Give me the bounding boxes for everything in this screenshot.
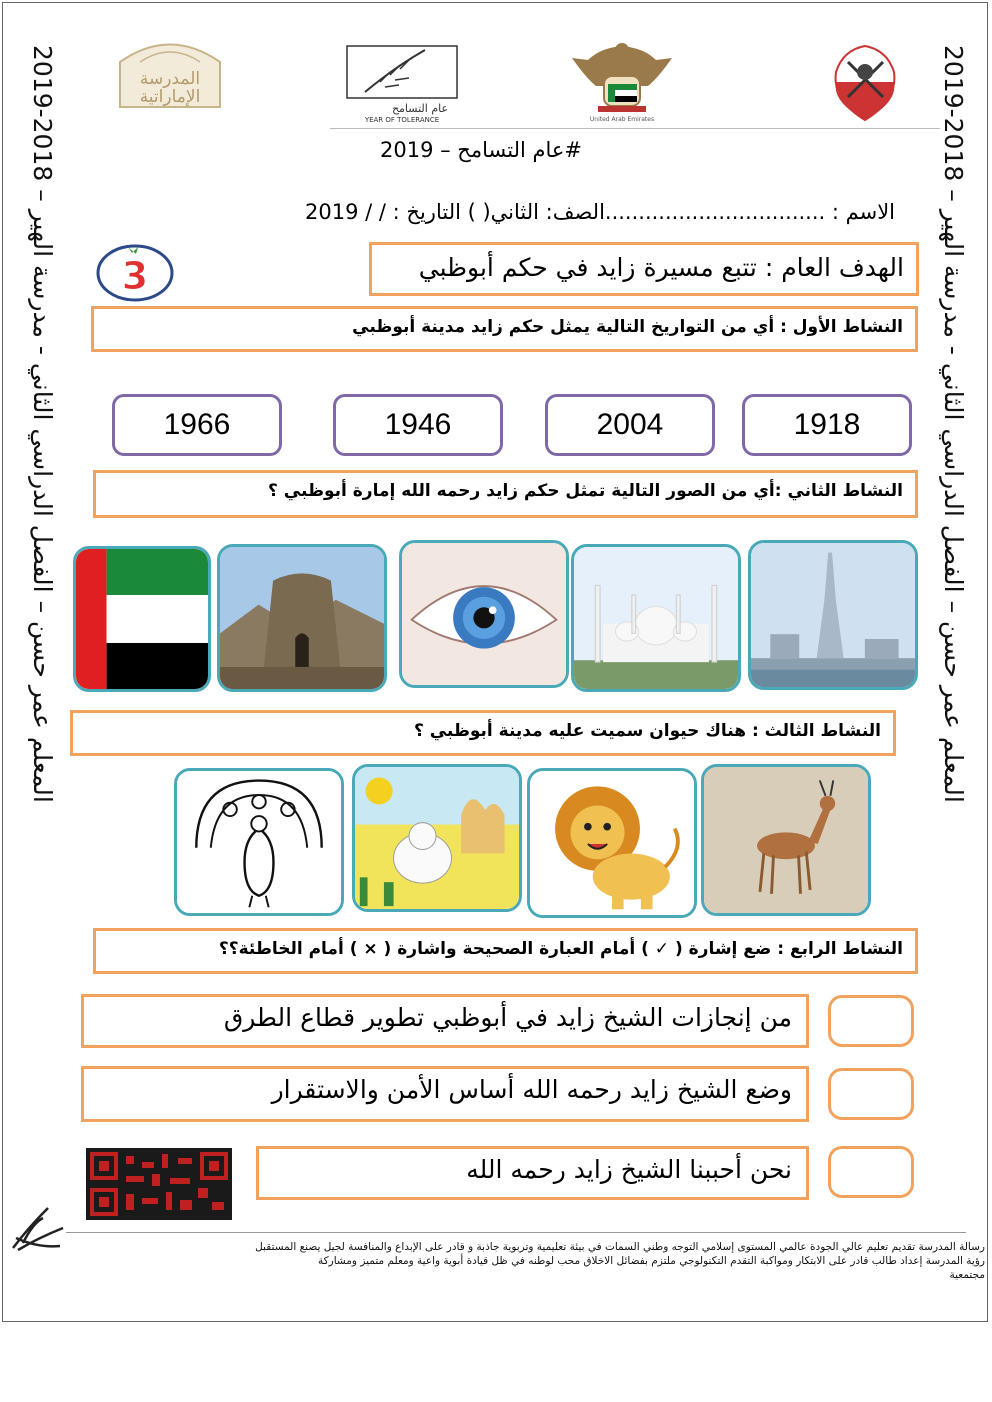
school-logo: [100, 32, 240, 112]
general-goal: الهدف العام : تتبع مسيرة زايد في حكم أبوظبي: [369, 242, 919, 296]
eye-image[interactable]: [399, 540, 569, 688]
date-option-1946[interactable]: 1946: [333, 394, 503, 456]
statement-3: نحن أحببنا الشيخ زايد رحمه الله: [256, 1146, 809, 1200]
school-mission-footer: [10, 1240, 985, 1282]
statement-2: وضع الشيخ زايد رحمه الله أساس الأمن والاستقرار: [81, 1066, 809, 1122]
footer-line1: رسالة المدرسة تقديم تعليم عالي الجودة عالمي المستوى إسلامي التوجه وطني السمات في بيئة تعليمية وتربوية جاذبة و قادر على الإبداع والمنافسة لجيل يصنع المستقبل: [255, 1241, 985, 1253]
number-badge: [95, 243, 175, 303]
desert-bear-camel-image[interactable]: [352, 764, 522, 912]
tolerance-logo-en: YEAR OF TOLERANCE: [364, 116, 440, 124]
lion-image[interactable]: [527, 768, 697, 918]
uae-flag-image[interactable]: [73, 546, 211, 692]
tolerance-logo: [325, 42, 480, 124]
badge-number: 3: [121, 254, 149, 298]
qr-code[interactable]: [86, 1148, 232, 1220]
mosque-image[interactable]: [571, 544, 741, 692]
school-logo-line1: المدرسة: [139, 69, 201, 89]
activity4-title: النشاط الرابع : ضع إشارة ( ✓ ) أمام العبارة الصحيحة واشارة ( × ) أمام الخاطئة؟؟: [93, 928, 918, 974]
answer-bracket-3[interactable]: [828, 1146, 914, 1198]
date-option-1966[interactable]: 1966: [112, 394, 282, 456]
year-title: #عام التسامح – 2019: [380, 138, 583, 162]
answer-bracket-2[interactable]: [828, 1068, 914, 1120]
statement-1: من إنجازات الشيخ زايد في أبوظبي تطوير قطاع الطرق: [81, 994, 809, 1048]
activity3-title: النشاط الثالث : هناك حيوان سميت عليه مدينة أبوظبي ؟: [70, 710, 896, 756]
tolerance-logo-ar: عام التسامح: [391, 102, 449, 115]
abudhabi-emblem-logo: [828, 42, 903, 124]
uae-emblem-logo: [560, 38, 685, 123]
activity2-title: النشاط الثاني :أي من الصور التالية تمثل حكم زايد رحمه الله إمارة أبوظبي ؟: [93, 470, 918, 518]
gazelle-image[interactable]: [701, 764, 871, 916]
tower-image[interactable]: [748, 540, 918, 690]
uae-emblem-caption: United Arab Emirates: [589, 116, 655, 123]
date-option-1918[interactable]: 1918: [742, 394, 912, 456]
left-side-text: المعلم عمر حسن – الفصل الدراسي الثاني - مدرسة الهير – 2018-2019: [28, 45, 57, 803]
footer-divider: [66, 1232, 966, 1233]
header-divider: [330, 128, 940, 129]
footer-line2: رؤية المدرسة إعداد طالب قادر على الابتكار ومواكبة التقدم التكنولوجي ملتزم بفضائل الاخلاق محب لوطنه في ظل قيادة أبوية واعية ومعلم متميز ومشاركة: [318, 1255, 985, 1267]
peacock-image[interactable]: [174, 768, 344, 916]
fort-image[interactable]: [217, 544, 387, 692]
right-side-text: المعلم عمر حسن – الفصل الدراسي الثاني - مدرسة الهير – 2018-2019: [939, 45, 968, 803]
student-info-row: الاسم : .................................الصف: الثاني( ) التاريخ : / / 2019: [305, 200, 895, 224]
answer-bracket-1[interactable]: [828, 995, 914, 1047]
date-option-2004[interactable]: 2004: [545, 394, 715, 456]
footer-line3: مجتمعية: [949, 1269, 985, 1281]
school-logo-line2: الإماراتية: [139, 87, 201, 107]
activity1-title: النشاط الأول : أي من التواريخ التالية يمثل حكم زايد مدينة أبوظبي: [91, 306, 918, 352]
